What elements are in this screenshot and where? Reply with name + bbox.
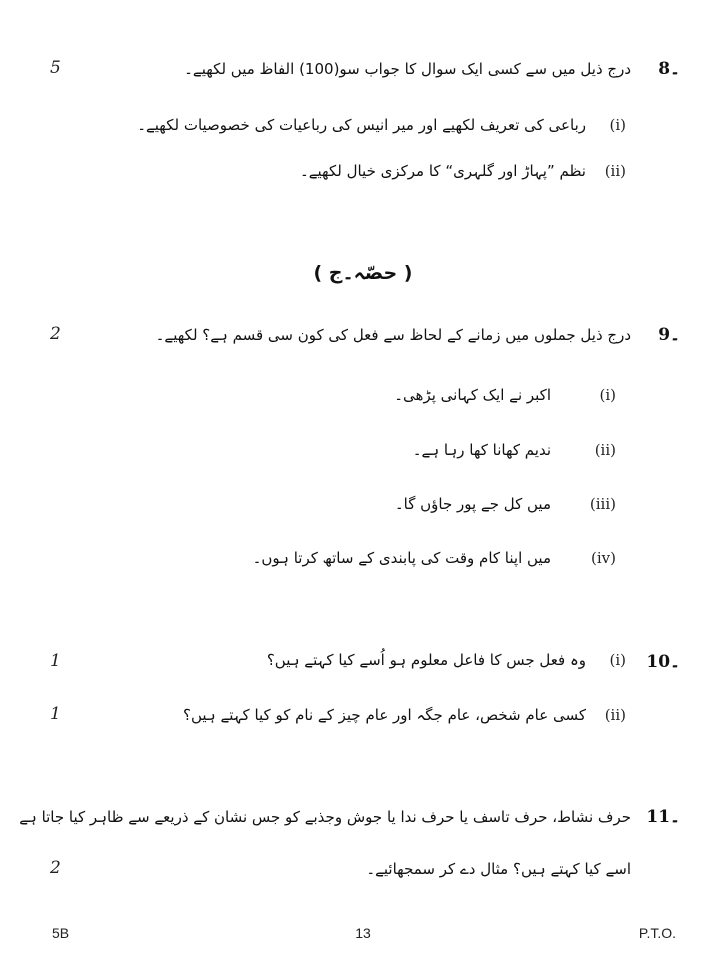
q8-number: 8۔ xyxy=(658,59,680,79)
q10-item-1-text: وہ فعل جس کا فاعل معلوم ہو اُسے کیا کہتے ہیں؟ xyxy=(266,651,586,669)
footer-pto: P.T.O. xyxy=(638,925,676,941)
footer-code: 5B xyxy=(52,925,70,941)
q11-marks: 2 xyxy=(50,858,61,878)
q9-number: 9۔ xyxy=(658,325,680,345)
q9-item-2-text: ندیم کھانا کھا رہا ہے۔ xyxy=(412,441,551,459)
q9-item-3-text: میں کل جے پور جاؤں گا۔ xyxy=(394,495,551,513)
q10-item-1-label: (i) xyxy=(609,651,626,669)
q9-item-2-label: (ii) xyxy=(594,441,616,459)
q8-item-2-label: (ii) xyxy=(604,162,626,180)
q11-text-line-1: حرف نشاط، حرف تاسف یا حرف ندا یا جوش وجذبے کو جس نشان کے ذریعے سے ظاہر کیا جاتا ہے xyxy=(19,808,631,826)
q9-marks: 2 xyxy=(50,324,61,344)
q9-item-4-text: میں اپنا کام وقت کی پابندی کے ساتھ کرتا ہوں۔ xyxy=(252,549,551,567)
q8-text: درج ذیل میں سے کسی ایک سوال کا جواب سو(100) الفاظ میں لکھیے۔ xyxy=(184,60,631,78)
q9-item-1-text: اکبر نے ایک کہانی پڑھی۔ xyxy=(394,386,551,404)
q9-text: درج ذیل جملوں میں زمانے کے لحاظ سے فعل کی کون سی قسم ہے؟ لکھیے۔ xyxy=(155,326,631,344)
q10-item-1-marks: 1 xyxy=(50,651,61,671)
q8-item-2-text: نظم ”پہاڑ اور گلہری“ کا مرکزی خیال لکھیے۔ xyxy=(299,162,586,180)
q10-number: 10۔ xyxy=(646,652,680,672)
q11-text-line-2: اسے کیا کہتے ہیں؟ مثال دے کر سمجھائیے۔ xyxy=(366,860,631,878)
q10-item-2-label: (ii) xyxy=(604,706,626,724)
q8-marks: 5 xyxy=(50,58,61,78)
footer-page-number: 13 xyxy=(355,925,371,941)
q9-item-4-label: (iv) xyxy=(591,549,616,567)
q11-number: 11۔ xyxy=(646,807,680,827)
q9-item-3-label: (iii) xyxy=(589,495,616,513)
q10-item-2-text: کسی عام شخص، عام جگہ اور عام چیز کے نام کو کیا کہتے ہیں؟ xyxy=(182,706,586,724)
q8-item-1-label: (i) xyxy=(609,116,626,134)
q9-item-1-label: (i) xyxy=(599,386,616,404)
section-heading: ( حصّہ۔ج ) xyxy=(313,262,413,284)
q10-item-2-marks: 1 xyxy=(50,704,61,724)
q8-item-1-text: رباعی کی تعریف لکھیے اور میر انیس کی رباعیات کی خصوصیات لکھیے۔ xyxy=(137,116,586,134)
